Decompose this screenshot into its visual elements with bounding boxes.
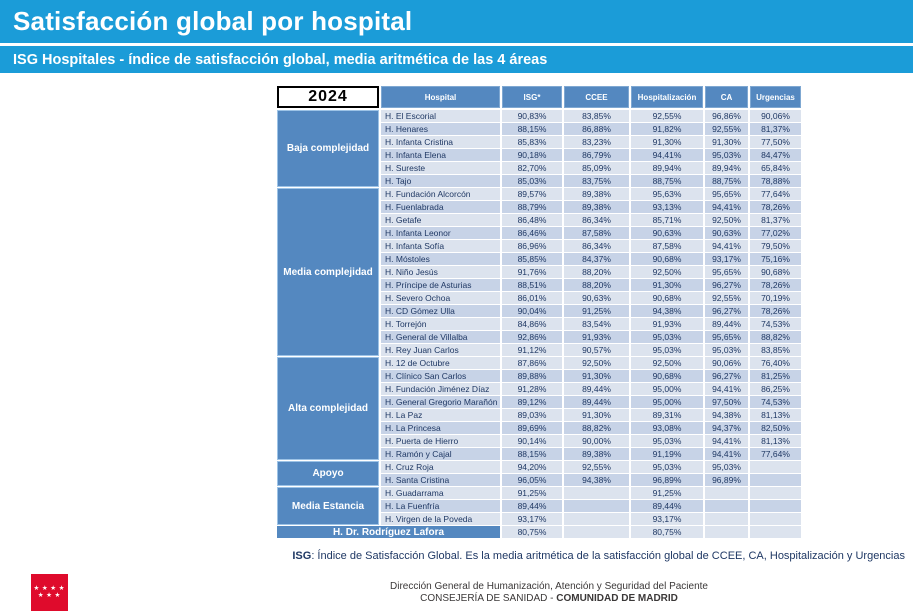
value-cell-ccee: 83,85%: [564, 110, 629, 122]
hospital-name-cell: H. Ramón y Cajal: [381, 448, 500, 460]
table-row: [381, 110, 803, 122]
value-cell-urg: 77,64%: [750, 448, 801, 460]
value-cell-hosp: 90,68%: [631, 292, 703, 304]
hospital-name-cell: H. Sureste: [381, 162, 500, 174]
hospital-name-cell: H. General de Villalba: [381, 331, 500, 343]
hospital-name-cell: H. Severo Ochoa: [381, 292, 500, 304]
section-rows: [381, 461, 803, 486]
value-cell-isg: 88,79%: [502, 201, 562, 213]
value-cell-ccee: 83,23%: [564, 136, 629, 148]
value-cell-hosp: 80,75%: [631, 526, 703, 538]
isg-footnote-text: : Índice de Satisfacción Global. Es la media aritmética de la satisfacción global de CCEE, CA, Hospitalización y Urgencias: [311, 550, 905, 562]
value-cell-ccee: 88,20%: [564, 266, 629, 278]
value-cell-hosp: 94,38%: [631, 305, 703, 317]
value-cell-hosp: 96,89%: [631, 474, 703, 486]
value-cell-ca: 89,44%: [705, 318, 748, 330]
value-cell-ccee: 92,55%: [564, 461, 629, 473]
hospital-name-cell: H. Getafe: [381, 214, 500, 226]
table-row: [381, 344, 803, 356]
table-row: [381, 357, 803, 369]
hospital-name-cell: H. Infanta Cristina: [381, 136, 500, 148]
value-cell-urg: 78,26%: [750, 201, 801, 213]
value-cell-ca: 94,37%: [705, 422, 748, 434]
value-cell-urg: 81,37%: [750, 123, 801, 135]
value-cell-hosp: 91,30%: [631, 136, 703, 148]
table-section: [277, 487, 803, 525]
table-row: [381, 396, 803, 408]
table-row: [381, 331, 803, 343]
value-cell-ca: 90,06%: [705, 357, 748, 369]
value-cell-ca: 95,65%: [705, 266, 748, 278]
table-sections: [277, 110, 803, 525]
value-cell-hosp: 91,19%: [631, 448, 703, 460]
value-cell-hosp: 91,30%: [631, 279, 703, 291]
value-cell-urg: 84,47%: [750, 149, 801, 161]
value-cell-ccee: [564, 526, 629, 538]
value-cell-isg: 86,96%: [502, 240, 562, 252]
value-cell-ccee: 88,20%: [564, 279, 629, 291]
value-cell-ca: 94,38%: [705, 409, 748, 421]
value-cell-ca: 94,41%: [705, 435, 748, 447]
value-cell-ccee: 89,44%: [564, 383, 629, 395]
value-cell-ccee: 86,34%: [564, 240, 629, 252]
value-cell-isg: 86,46%: [502, 227, 562, 239]
table-row: [381, 227, 803, 239]
table-section: [277, 188, 803, 356]
value-cell-ca: 93,17%: [705, 253, 748, 265]
value-cell-isg: 87,86%: [502, 357, 562, 369]
value-cell-ca: 96,27%: [705, 305, 748, 317]
value-cell-urg: 81,13%: [750, 435, 801, 447]
value-cell-urg: 90,06%: [750, 110, 801, 122]
hospital-name-cell: H. Santa Cristina: [381, 474, 500, 486]
value-cell-isg: 90,14%: [502, 435, 562, 447]
hospital-name-cell: H. General Gregorio Marañón: [381, 396, 500, 408]
value-cell-urg: [750, 487, 801, 499]
value-cell-ca: 95,03%: [705, 461, 748, 473]
value-cell-isg: 85,03%: [502, 175, 562, 187]
group-label: Media complejidad: [277, 188, 379, 356]
year-label: 2024: [277, 86, 379, 108]
value-cell-isg: 91,25%: [502, 487, 562, 499]
value-cell-ca: 94,41%: [705, 240, 748, 252]
hospital-name-cell: H. Niño Jesús: [381, 266, 500, 278]
value-cell-urg: 74,53%: [750, 396, 801, 408]
value-cell-ca: 88,75%: [705, 175, 748, 187]
value-cell-ca: 90,63%: [705, 227, 748, 239]
hospital-name-cell: H. CD Gómez Ulla: [381, 305, 500, 317]
value-cell-hosp: 90,63%: [631, 227, 703, 239]
value-cell-urg: [750, 513, 801, 525]
value-cell-ccee: 90,57%: [564, 344, 629, 356]
page-subtitle: ISG Hospitales - índice de satisfacción global, media aritmética de las 4 áreas: [13, 51, 548, 68]
value-cell-urg: 78,26%: [750, 305, 801, 317]
value-cell-ccee: 89,44%: [564, 396, 629, 408]
value-cell-isg: 89,44%: [502, 500, 562, 512]
hospital-name-cell: H. Henares: [381, 123, 500, 135]
table-section: [277, 357, 803, 460]
column-header-isg: ISG*: [502, 86, 562, 108]
isg-footnote: [0, 550, 905, 562]
table-row: [381, 188, 803, 200]
value-cell-urg: 77,64%: [750, 188, 801, 200]
flag-stars-row-2: ★ ★ ★: [37, 592, 62, 599]
value-cell-ccee: 90,00%: [564, 435, 629, 447]
column-header-ca: CA: [705, 86, 748, 108]
hospital-name-cell: H. 12 de Octubre: [381, 357, 500, 369]
value-cell-isg: 96,05%: [502, 474, 562, 486]
section-rows: [381, 357, 803, 460]
value-cell-isg: 80,75%: [502, 526, 562, 538]
value-cell-isg: 86,01%: [502, 292, 562, 304]
value-cell-ca: 95,65%: [705, 188, 748, 200]
hospital-name-cell: H. La Princesa: [381, 422, 500, 434]
table-row: [381, 487, 803, 499]
value-cell-hosp: 89,94%: [631, 162, 703, 174]
hospital-name-cell: H. Fundación Jiménez Díaz: [381, 383, 500, 395]
table-row: [381, 422, 803, 434]
lafora-label: H. Dr. Rodríguez Lafora: [277, 526, 500, 538]
value-cell-ccee: 85,09%: [564, 162, 629, 174]
value-cell-urg: 79,50%: [750, 240, 801, 252]
value-cell-hosp: 92,50%: [631, 357, 703, 369]
value-cell-urg: 65,84%: [750, 162, 801, 174]
value-cell-urg: 70,19%: [750, 292, 801, 304]
value-cell-ccee: 89,38%: [564, 188, 629, 200]
org-line2-bold: COMUNIDAD DE MADRID: [556, 593, 678, 604]
value-cell-hosp: 88,75%: [631, 175, 703, 187]
value-cell-hosp: 95,03%: [631, 435, 703, 447]
value-cell-hosp: 93,17%: [631, 513, 703, 525]
table-row: [381, 214, 803, 226]
hospital-name-cell: H. Infanta Leonor: [381, 227, 500, 239]
value-cell-isg: 90,04%: [502, 305, 562, 317]
value-cell-urg: 81,25%: [750, 370, 801, 382]
value-cell-ccee: 83,75%: [564, 175, 629, 187]
value-cell-ca: [705, 500, 748, 512]
value-cell-ca: 92,50%: [705, 214, 748, 226]
hospital-name-cell: H. Infanta Elena: [381, 149, 500, 161]
table-row: [381, 383, 803, 395]
value-cell-ccee: [564, 500, 629, 512]
section-rows: [381, 188, 803, 356]
value-cell-ca: 94,41%: [705, 383, 748, 395]
value-cell-ccee: [564, 487, 629, 499]
table-row: [381, 448, 803, 460]
table-row: [381, 149, 803, 161]
group-label: Baja complejidad: [277, 110, 379, 187]
table-row: [381, 513, 803, 525]
value-cell-ccee: 91,30%: [564, 370, 629, 382]
value-cell-urg: [750, 526, 801, 538]
value-cell-hosp: 95,03%: [631, 461, 703, 473]
value-cell-urg: [750, 461, 801, 473]
table-row: [381, 370, 803, 382]
table-row: [381, 279, 803, 291]
value-cell-hosp: 89,31%: [631, 409, 703, 421]
hospital-name-cell: H. Torrejón: [381, 318, 500, 330]
value-cell-urg: 77,50%: [750, 136, 801, 148]
section-rows: [381, 487, 803, 525]
table-row: [381, 318, 803, 330]
value-cell-hosp: 90,68%: [631, 370, 703, 382]
group-label: Apoyo: [277, 461, 379, 486]
value-cell-ca: [705, 526, 748, 538]
value-cell-ca: 96,27%: [705, 370, 748, 382]
value-cell-ccee: 90,63%: [564, 292, 629, 304]
value-cell-isg: 89,03%: [502, 409, 562, 421]
hospital-name-cell: H. Puerta de Hierro: [381, 435, 500, 447]
table-row: [381, 461, 803, 473]
value-cell-isg: 91,12%: [502, 344, 562, 356]
hospital-name-cell: H. El Escorial: [381, 110, 500, 122]
value-cell-ccee: [564, 513, 629, 525]
value-cell-ca: 92,55%: [705, 123, 748, 135]
value-cell-hosp: 91,93%: [631, 318, 703, 330]
value-cell-ccee: 88,82%: [564, 422, 629, 434]
table-row: [381, 136, 803, 148]
value-cell-ca: [705, 487, 748, 499]
column-header-hosp: Hospitalización: [631, 86, 703, 108]
value-cell-ca: 96,86%: [705, 110, 748, 122]
column-header-urg: Urgencias: [750, 86, 801, 108]
table-header-row: [277, 86, 803, 108]
value-cell-ccee: 94,38%: [564, 474, 629, 486]
value-cell-ca: 89,94%: [705, 162, 748, 174]
hospital-name-cell: H. Rey Juan Carlos: [381, 344, 500, 356]
value-cell-ca: 96,27%: [705, 279, 748, 291]
value-cell-urg: 81,37%: [750, 214, 801, 226]
hospital-name-cell: H. Guadarrama: [381, 487, 500, 499]
hospital-name-cell: H. Móstoles: [381, 253, 500, 265]
value-cell-isg: 88,51%: [502, 279, 562, 291]
header-banner: [0, 0, 913, 73]
table-row: [381, 201, 803, 213]
table-row: [381, 240, 803, 252]
lafora-row: [277, 526, 803, 538]
value-cell-hosp: 95,03%: [631, 331, 703, 343]
hospital-name-cell: H. Infanta Sofía: [381, 240, 500, 252]
value-cell-ccee: 86,34%: [564, 214, 629, 226]
value-cell-hosp: 95,03%: [631, 344, 703, 356]
value-cell-urg: 77,02%: [750, 227, 801, 239]
isg-footnote-label: ISG: [292, 550, 312, 562]
value-cell-hosp: 95,00%: [631, 383, 703, 395]
table-row: [381, 266, 803, 278]
value-cell-ccee: 91,30%: [564, 409, 629, 421]
value-cell-urg: 90,68%: [750, 266, 801, 278]
table-row: [381, 435, 803, 447]
value-cell-hosp: 92,55%: [631, 110, 703, 122]
value-cell-isg: 88,15%: [502, 448, 562, 460]
value-cell-isg: 90,18%: [502, 149, 562, 161]
value-cell-hosp: 91,82%: [631, 123, 703, 135]
value-cell-hosp: 93,13%: [631, 201, 703, 213]
page-title: Satisfacción global por hospital: [13, 6, 413, 36]
value-cell-hosp: 95,00%: [631, 396, 703, 408]
value-cell-ccee: 91,93%: [564, 331, 629, 343]
value-cell-hosp: 93,08%: [631, 422, 703, 434]
flag-stars-row-1: ★ ★ ★ ★: [33, 585, 66, 592]
value-cell-ccee: 89,38%: [564, 448, 629, 460]
value-cell-hosp: 95,63%: [631, 188, 703, 200]
value-cell-urg: 78,88%: [750, 175, 801, 187]
value-cell-isg: 89,12%: [502, 396, 562, 408]
value-cell-ca: [705, 513, 748, 525]
value-cell-ccee: 83,54%: [564, 318, 629, 330]
value-cell-ccee: 86,88%: [564, 123, 629, 135]
value-cell-ca: 92,55%: [705, 292, 748, 304]
value-cell-urg: 82,50%: [750, 422, 801, 434]
column-header-hospital: Hospital: [381, 86, 500, 108]
value-cell-urg: [750, 474, 801, 486]
column-header-ccee: CCEE: [564, 86, 629, 108]
table-row: [381, 474, 803, 486]
value-cell-urg: [750, 500, 801, 512]
hospital-name-cell: H. Clínico San Carlos: [381, 370, 500, 382]
value-cell-hosp: 85,71%: [631, 214, 703, 226]
org-line2-regular: CONSEJERÍA DE SANIDAD -: [420, 593, 557, 604]
value-cell-urg: 75,16%: [750, 253, 801, 265]
table-row: [381, 123, 803, 135]
hospital-name-cell: H. Príncipe de Asturias: [381, 279, 500, 291]
value-cell-isg: 89,57%: [502, 188, 562, 200]
value-cell-isg: 88,15%: [502, 123, 562, 135]
group-label: Alta complejidad: [277, 357, 379, 460]
value-cell-ca: 97,50%: [705, 396, 748, 408]
table-section: [277, 461, 803, 486]
table-row: [381, 253, 803, 265]
value-cell-urg: 81,13%: [750, 409, 801, 421]
value-cell-urg: 88,82%: [750, 331, 801, 343]
hospital-name-cell: H. Virgen de la Poveda: [381, 513, 500, 525]
value-cell-isg: 90,83%: [502, 110, 562, 122]
table-row: [381, 500, 803, 512]
value-cell-isg: 84,86%: [502, 318, 562, 330]
value-cell-isg: 94,20%: [502, 461, 562, 473]
hospital-name-cell: H. Tajo: [381, 175, 500, 187]
table-row: [381, 409, 803, 421]
value-cell-ca: 95,03%: [705, 149, 748, 161]
value-cell-ccee: 89,38%: [564, 201, 629, 213]
value-cell-urg: 83,85%: [750, 344, 801, 356]
value-cell-urg: 76,40%: [750, 357, 801, 369]
value-cell-hosp: 94,41%: [631, 149, 703, 161]
value-cell-urg: 78,26%: [750, 279, 801, 291]
value-cell-ca: 95,65%: [705, 331, 748, 343]
org-line1: Dirección General de Humanización, Atención y Seguridad del Paciente: [390, 581, 708, 592]
value-cell-isg: 85,85%: [502, 253, 562, 265]
section-rows: [381, 110, 803, 187]
value-cell-ccee: 87,58%: [564, 227, 629, 239]
value-cell-isg: 86,48%: [502, 214, 562, 226]
group-label: Media Estancia: [277, 487, 379, 525]
value-cell-hosp: 91,25%: [631, 487, 703, 499]
value-cell-ca: 94,41%: [705, 201, 748, 213]
hospital-name-cell: H. La Fuenfría: [381, 500, 500, 512]
value-cell-urg: 86,25%: [750, 383, 801, 395]
value-cell-ccee: 92,50%: [564, 357, 629, 369]
value-cell-hosp: 90,68%: [631, 253, 703, 265]
value-cell-urg: 74,53%: [750, 318, 801, 330]
value-cell-ccee: 91,25%: [564, 305, 629, 317]
value-cell-ca: 95,03%: [705, 344, 748, 356]
value-cell-hosp: 92,50%: [631, 266, 703, 278]
value-cell-isg: 91,76%: [502, 266, 562, 278]
value-cell-hosp: 87,58%: [631, 240, 703, 252]
hospital-name-cell: H. Fundación Alcorcón: [381, 188, 500, 200]
table-section: [277, 110, 803, 187]
value-cell-isg: 93,17%: [502, 513, 562, 525]
value-cell-isg: 89,88%: [502, 370, 562, 382]
value-cell-ccee: 84,37%: [564, 253, 629, 265]
value-cell-hosp: 89,44%: [631, 500, 703, 512]
value-cell-ca: 91,30%: [705, 136, 748, 148]
value-cell-isg: 92,86%: [502, 331, 562, 343]
value-cell-ca: 94,41%: [705, 448, 748, 460]
satisfaction-table: [277, 86, 803, 538]
hospital-name-cell: H. Cruz Roja: [381, 461, 500, 473]
table-row: [381, 162, 803, 174]
value-cell-ccee: 86,79%: [564, 149, 629, 161]
madrid-flag-logo: [31, 574, 68, 611]
value-cell-isg: 82,70%: [502, 162, 562, 174]
value-cell-isg: 85,83%: [502, 136, 562, 148]
hospital-name-cell: H. Fuenlabrada: [381, 201, 500, 213]
table-row: [381, 305, 803, 317]
hospital-name-cell: H. La Paz: [381, 409, 500, 421]
value-cell-ca: 96,89%: [705, 474, 748, 486]
table-row: [381, 292, 803, 304]
org-line2: [185, 593, 913, 604]
value-cell-isg: 89,69%: [502, 422, 562, 434]
value-cell-isg: 91,28%: [502, 383, 562, 395]
table-row: [381, 175, 803, 187]
